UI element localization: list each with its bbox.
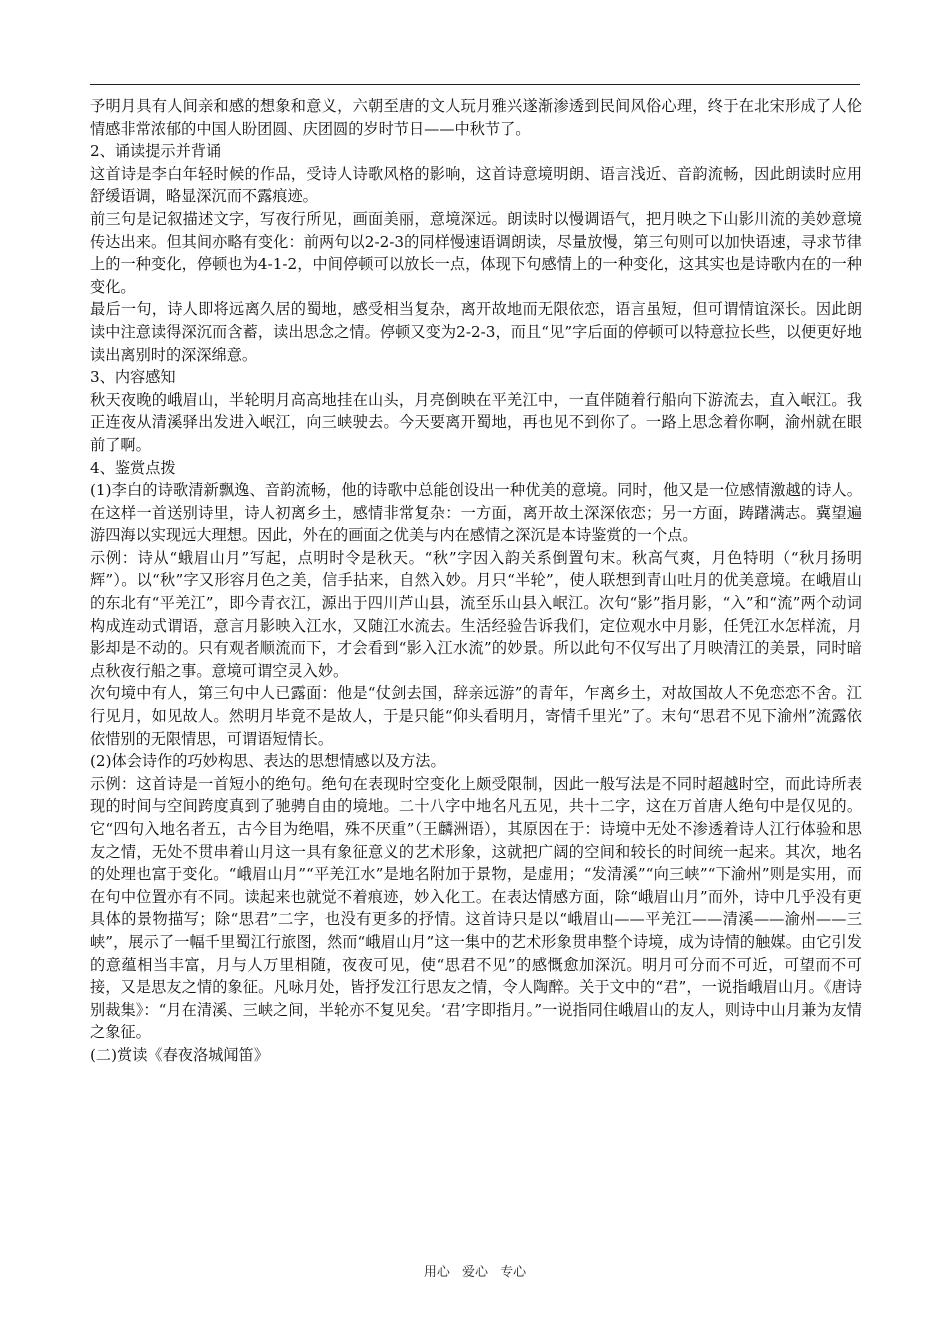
- paragraph-last-line: 最后一句，诗人即将远离久居的蜀地，感受相当复杂，离开故地而无限依恋，语言虽短，但可谓情谊深长。因此朗读中注意读得深沉而含蓄，读出思念之情。停顿又变为2-2-3，而且“见”字后面的停顿可以特意拉长些，以便更好地读出离别时的深深绵意。: [90, 300, 862, 364]
- document-body: [90, 95, 862, 1067]
- header-rule: [90, 84, 860, 85]
- paragraph-point-2: (2)体会诗作的巧妙构思、表达的思想情感以及方法。: [90, 752, 446, 771]
- heading-next-poem: (二)赏读《春夜洛城闻笛》: [90, 1045, 269, 1064]
- paragraph-example-2: 示例：这首诗是一首短小的绝句。绝句在表现时空变化上颇受限制，因此一般写法是不同时超越时空，而此诗所表现的时间与空间跨度真到了驰骋自由的境地。二十八字中地名凡五见，共十二字，这在万首唐人绝句中是仅见的。它“四句入地名者五，古今目为绝唱，殊不厌重”（王麟洲语），其原因在于：诗境中无处不渗透着诗人江行体验和思友之情，无处不贯串着山月这一具有象征意义的艺术形象，这就把广阔的空间和较长的时间统一起来。其次，地名的处理也富于变化。“峨眉山月”“平羌江水”是地名附加于景物，是虚用；“发清溪”“向三峡”“下渝州”则是实用，而在句中位置亦有不同。读起来也就觉不着痕迹，妙入化工。在表达情感方面，除“峨眉山月”而外，诗中几乎没有更具体的景物描写；除“思君”二字，也没有更多的抒情。这首诗只是以“峨眉山——平羌江——清溪——渝州——三峡”，展示了一幅千里蜀江行旅图，然而“峨眉山月”这一集中的艺术形象贯串整个诗境，成为诗情的触媒。由它引发的意蕴相当丰富，月与人万里相随，夜夜可见，使“思君不见”的感慨愈加深沉。明月可分而不可近，可望而不可接，又是思友之情的象征。凡咏月处，皆抒发江行思友之情，令人陶醉。关于文中的“君”，一说指峨眉山月。《唐诗别裁集》：“月在清溪、三峡之间，半轮亦不复见矣。‘君’字即指月。”一说指同住峨眉山的友人，则诗中山月兼为友情之象征。: [90, 774, 862, 1042]
- heading-appreciation: 4、鉴赏点拨: [90, 458, 176, 477]
- paragraph-recitation-intro: 这首诗是李白年轻时候的作品，受诗人诗歌风格的影响，这首诗意境明朗、语言浅近、音韵流畅，因此朗读时应用舒缓语调，略显深沉而不露痕迹。: [90, 164, 862, 206]
- paragraph-first-three-lines: 前三句是记叙描述文字，写夜行所见，画面美丽，意境深远。朗读时以慢调语气，把月映之下山影川流的美妙意境传达出来。但其间亦略有变化：前两句以2-2-3的同样慢速语调朗读，尽量放慢，第三句则可以加快语速，寻求节律上的一种变化，停顿也为4-1-2，中间停顿可以放长一点，体现下句感情上的一种变化，这其实也是诗歌内在的一种变化。: [90, 209, 862, 296]
- paragraph-example-1: 示例：诗从“蛾眉山月”写起，点明时令是秋天。“秋”字因入韵关系倒置句末。秋高气爽，月色特明（“秋月扬明辉”）。以“秋”字又形容月色之美，信手拈来，自然入妙。月只“半轮”，使人联想到青山吐月的优美意境。在峨眉山的东北有“平羌江”，即今青衣江，源出于四川芦山县，流至乐山县入岷江。次句“影”指月影，“入”和“流”两个动词构成连动式谓语，意言月影映入江水，又随江水流去。生活经验告诉我们，定位观水中月影，任凭江水怎样流，月影却是不动的。只有观者顺流而下，才会看到“影入江水流”的妙景。所以此句不仅写出了月映清江的美景，同时暗点秋夜行船之事。意境可谓空灵入妙。: [90, 548, 862, 680]
- paragraph-second-line: 次句境中有人，第三句中人已露面：他是“仗剑去国，辞亲远游”的青年，乍离乡土，对故国故人不免恋恋不舍。江行见月，如见故人。然明月毕竟不是故人，于是只能“仰头看明月，寄情千里光”了。末句“思君不见下渝州”流露依依惜别的无限情思，可谓语短情长。: [90, 684, 862, 748]
- heading-content: 3、内容感知: [90, 368, 176, 387]
- heading-recitation: 2、诵读提示并背诵: [90, 142, 222, 161]
- page-footer: 用心 爱心 专心: [423, 1265, 527, 1280]
- paragraph-point-1: (1)李白的诗歌清新飘逸、音韵流畅，他的诗歌中总能创设出一种优美的意境。同时，他又是一位感情激越的诗人。在这样一首送别诗里，诗人初离乡土，感情非常复杂：一方面，离开故土深深依恋；另一方面，踌躇满志。冀望遍游四海以实现远大理想。因此，外在的画面之优美与内在感情之深沉是本诗鉴赏的一个点。: [90, 481, 862, 545]
- paragraph-content-summary: 秋天夜晚的峨眉山，半轮明月高高地挂在山头，月亮倒映在平羌江中，一直伴随着行船向下游流去，直入岷江。我正连夜从清溪驿出发进入岷江，向三峡驶去。今天要离开蜀地，再也见不到你了。一路上思念着你啊，渝州就在眼前了啊。: [90, 390, 862, 454]
- paragraph-moon-festival: 予明月具有人间亲和感的想象和意义，六朝至唐的文人玩月雅兴遂渐渗透到民间风俗心理，终于在北宋形成了人伦情感非常浓郁的中国人盼团圆、庆团圆的岁时节日——中秋节了。: [90, 97, 862, 138]
